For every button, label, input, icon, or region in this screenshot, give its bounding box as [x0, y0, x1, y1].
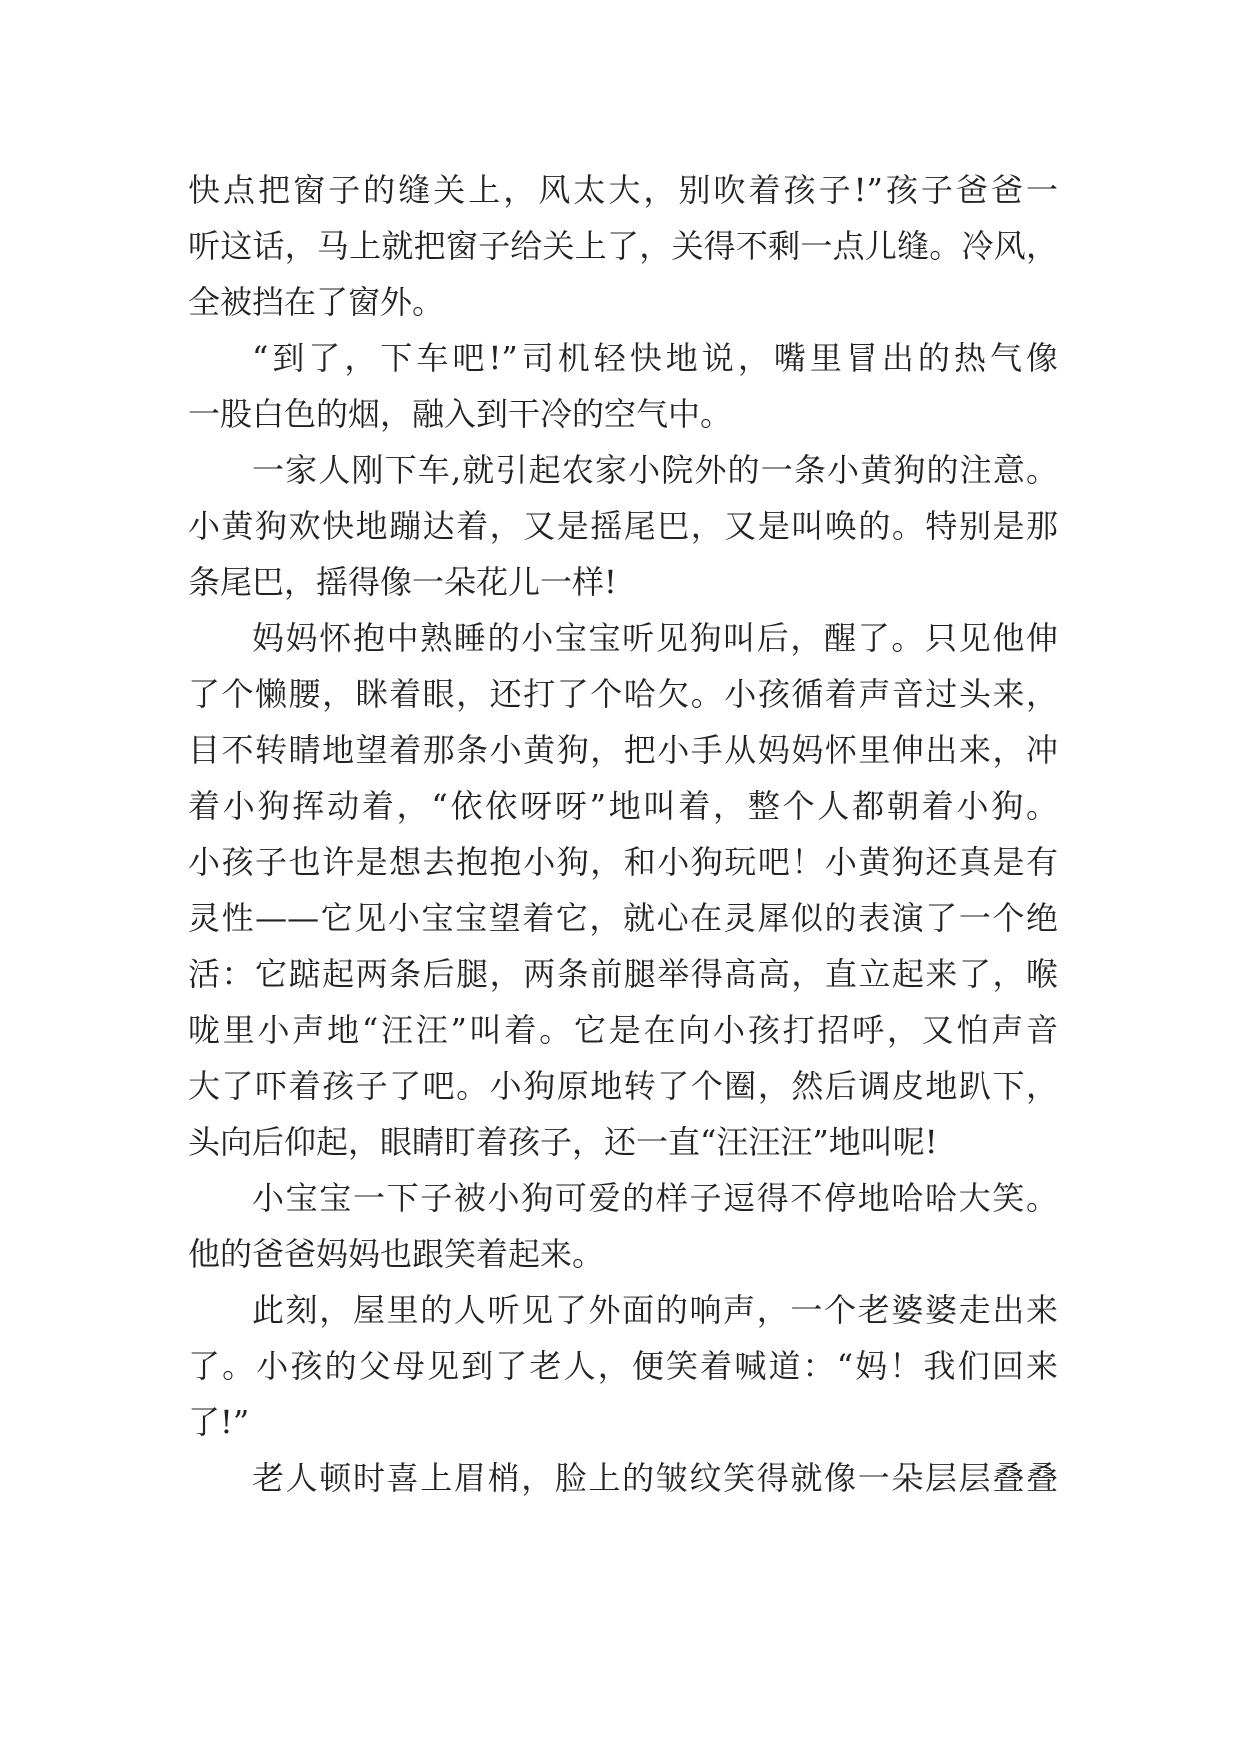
text-line: 小孩子也许是想去抱抱小狗，和小狗玩吧！小黄狗还真是有 — [188, 843, 1058, 881]
text-line: 了!” — [188, 1403, 250, 1441]
text-line: 大了吓着孩子了吧。小狗原地转了个圈，然后调皮地趴下， — [188, 1067, 1058, 1105]
text-line: 灵性——它见小宝宝望着它，就心在灵犀似的表演了一个绝 — [188, 899, 1058, 937]
document-body — [188, 162, 1058, 1506]
text-line: 小宝宝一下子被小狗可爱的样子逗得不停地哈哈大笑。 — [252, 1179, 1058, 1217]
paragraph — [188, 162, 1058, 330]
text-line: 全被挡在了窗外。 — [188, 283, 445, 321]
paragraph — [188, 610, 1058, 1170]
text-line: 小黄狗欢快地蹦达着，又是摇尾巴，又是叫唤的。特别是那 — [188, 507, 1058, 545]
text-line: 着小狗挥动着，“依依呀呀”地叫着，整个人都朝着小狗。 — [188, 787, 1058, 825]
text-line: “到了，下车吧!”司机轻快地说，嘴里冒出的热气像 — [252, 339, 1058, 377]
text-line: 头向后仰起，眼睛盯着孩子，还一直“汪汪汪”地叫呢! — [188, 1123, 938, 1161]
paragraph — [188, 1450, 1058, 1506]
paragraph — [188, 442, 1058, 610]
text-line: 目不转睛地望着那条小黄狗，把小手从妈妈怀里伸出来，冲 — [188, 731, 1058, 769]
paragraph — [188, 1282, 1058, 1450]
text-line: 老人顿时喜上眉梢，脸上的皱纹笑得就像一朵层层叠叠 — [252, 1459, 1058, 1497]
text-line: 咙里小声地“汪汪”叫着。它是在向小孩打招呼，又怕声音 — [188, 1011, 1058, 1049]
text-line: 一股白色的烟，融入到干冷的空气中。 — [188, 395, 733, 433]
text-line: 此刻，屋里的人听见了外面的响声，一个老婆婆走出来 — [252, 1291, 1058, 1329]
text-line: 条尾巴，摇得像一朵花儿一样! — [188, 563, 617, 601]
text-line: 他的爸爸妈妈也跟笑着起来。 — [188, 1235, 605, 1273]
text-line: 了个懒腰，眯着眼，还打了个哈欠。小孩循着声音过头来， — [188, 675, 1058, 713]
text-line: 一家人刚下车,就引起农家小院外的一条小黄狗的注意。 — [252, 451, 1058, 489]
text-line: 听这话，马上就把窗子给关上了，关得不剩一点儿缝。冷风， — [188, 227, 1058, 265]
text-line: 了。小孩的父母见到了老人，便笑着喊道：“妈！我们回来 — [188, 1347, 1058, 1385]
text-line: 快点把窗子的缝关上，风太大，别吹着孩子!”孩子爸爸一 — [188, 171, 1058, 209]
paragraph — [188, 330, 1058, 442]
paragraph — [188, 1170, 1058, 1282]
text-line: 活：它踮起两条后腿，两条前腿举得高高，直立起来了，喉 — [188, 955, 1058, 993]
text-line: 妈妈怀抱中熟睡的小宝宝听见狗叫后，醒了。只见他伸 — [252, 619, 1058, 657]
